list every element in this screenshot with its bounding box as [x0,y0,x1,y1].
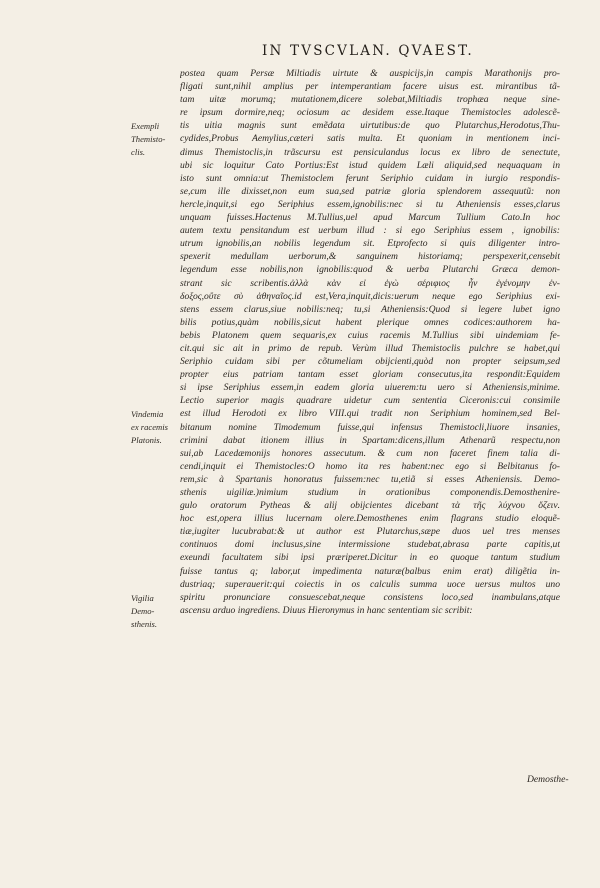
text-line: dimus Themistoclis,in trãscursu est pensiculandus locus ex libro de senectute, [180,146,560,158]
text-line: spiritu pronunciare consuescebat,neque consistens loco,sed inambulans,atque [180,591,560,603]
text-line: spexerit medullam uerborum,& sanguinem historiamq; perspexerit,censebit [180,251,560,263]
text-line: cendi,inquit ei Themistocles:O homo ita res habent:nec ego si Belbitanus fo- [180,460,560,472]
text-line: cydides,Probus Aemylius,cæteri satis multa. Et quoniam in mentionem inci- [180,133,560,145]
text-line: ubi sic loquitur Cato Portius:Est istud quidem Læli aliquid,sed nequaquam in [180,159,560,171]
running-head: IN TVSCVLAN. QVAEST. [262,43,474,59]
text-line: isto sunt omnia:ut Themistoclem ferunt Seriphio cuidam in iurgio respondis- [180,172,560,184]
text-line: sui,ab Lacedæmonijs honores assecutum. & cum non faceret finem talia di- [180,447,560,459]
text-line: ascensu arduo ingrediens. Diuus Hieronymus in hanc sententiam sic scribit: [180,604,473,616]
text-line: crimini dabat itionem illius in Spartam:dicens,illum Athenarũ respectu,non [180,434,560,446]
marginal-note-line: ex racemis [131,422,168,432]
text-line: bilis potius,quàm nobilis,sicut habent plerique omnes codices:authorem ha- [180,316,560,328]
text-line: unquam fuisses.Hactenus M.Tullius,uel apud Marcum Tullium Cato.In hoc [180,212,560,224]
text-line: Seriphio cuidam sibi per cõtumeliam obijcienti,quòd non propter seipsum,sed [180,356,560,368]
text-line: tam uitæ morumq; mutationem,dicere solebat,Miltiadis trophæa neque sine- [180,94,560,106]
marginal-note-themistocles [131,120,165,159]
text-line: stens essem clarus,siue nobilis:neq; tu,si Atheniensis:Quod si legere lubet igno [180,303,560,315]
text-line: sthenis uigiliæ.)nimium studium in orationibus componendis.Demosthenire- [180,487,560,498]
text-line: strant sic scribentis.ἀλλὰ κὰν εἰ ἐγὼ σέριφιος ἦν ἐγένομην ἐν- [180,277,560,289]
text-line: exeundi facultatem sibi ipsi præriperet.Dicitur in eo quoque tantum studium [180,552,560,564]
text-line: si ipse Seriphius essem,in eadem gloria uiuerem:tu uero si Atheniensis,minime. [180,382,560,394]
text-line: tis uitia magnis sunt emẽdata uirtutibus:de quo Plutarchus,Herodotus,Thu- [180,120,560,132]
marginal-note-line: Platonis. [131,435,162,445]
text-line: postea quam Persæ Miltiadis uirtute & auspicijs,in campis Marathonijs pro- [180,68,560,79]
marginal-note-line: clis. [131,147,146,157]
text-line: autem textu pensitandum est uerbum illud : si ego Seriphius essem , ignobilis: [180,225,560,237]
text-line: propter eius patriam tantam esset gloriam consecutus,ita respondit:Equidem [180,369,560,381]
text-line: re ipsum dormire,neq; ociosum ac desidem esse.Itaque Themistocles adolescẽ- [180,107,560,119]
marginal-note-line: Vigilia [131,593,154,603]
text-line: Lectio superior magis quadrare uidetur cum sententia Ciceronis:cui consimile [180,395,560,407]
text-line: est illud Herodoti ex libro VIII.qui tradit non Seriphium hominem,sed Bel- [180,408,560,420]
text-line: utrum ignobilis,an nobilis legendum sit. Etprofecto si quis diligenter intro- [180,238,560,250]
text-line: hercle,inquit,si ego Seriphius essem,ignobilis:nec si tu Atheniensis esses,clarus [180,198,560,210]
marginal-note-demosthenes [131,592,157,631]
main-text-block [180,67,560,617]
text-line: se,cum ille dixisset,non eum sua,sed patriæ gloria splendorem assequutũ: non [180,185,560,197]
marginal-note-line: sthenis. [131,619,158,629]
text-line: dustriaq; superauerit:qui coiectis in os calculis summa uoce uersus multos uno [180,578,560,590]
text-line: fuisse tantus q; labor,ut impedimenta naturæ(balbus enim erat) diligẽtia in- [180,565,560,577]
marginal-note-plato [131,408,168,447]
marginal-note-line: Vindemia [131,409,164,419]
marginal-note-line: Demo- [131,606,155,616]
text-line: cit.qui sic ait in primo de repub. Verùm illud Themistoclis pulchre se habet,qui [180,342,560,354]
catchword: Demosthe- [527,774,569,785]
text-line: continuos domi inclusus,sine intermissione studebat,abrasa parte capitis,ut [180,539,560,551]
text-line: legendum esse nobilis,non ignobilis:quod & uerba Plutarchi Græca demon- [180,264,560,276]
marginal-note-line: Exempli [131,121,160,131]
text-line: δοξος,οὔτε σὺ ἀθηναῖος.id est,Vera,inquit,dicis:uerum neque ego Seriphius exi- [180,290,560,302]
text-line: bitanum nomine Timodemum fuisse,qui infensus Themistocli,liuore insanies, [180,421,560,433]
text-line: hoc est,opera illius lucernam olere.Demosthenes enim flagrans studio eloquẽ- [180,513,560,525]
marginal-note-line: Themisto- [131,134,166,144]
text-line: tiæ,iugiter lucubrabat:& ut author est Plutarchus,sæpe duos uel tres menses [180,526,560,538]
text-line: bebis Platonem quem sequaris,ex cuius racemis M.Tullius sibi uindemiam fe- [180,329,560,341]
text-line: gulo oratorum Pytheas & alij obijcientes dicebant τὰ τῆς λύχνου ὄζειν. [180,500,560,512]
text-line: rem,sic à Spartanis honoratus fuissem:nec tu,etiã si esses Atheniensis. Demo- [180,473,560,485]
text-line: fligati sunt,nihil amplius per intemperantiam facere uisus est. mirantibus tã- [180,81,560,93]
